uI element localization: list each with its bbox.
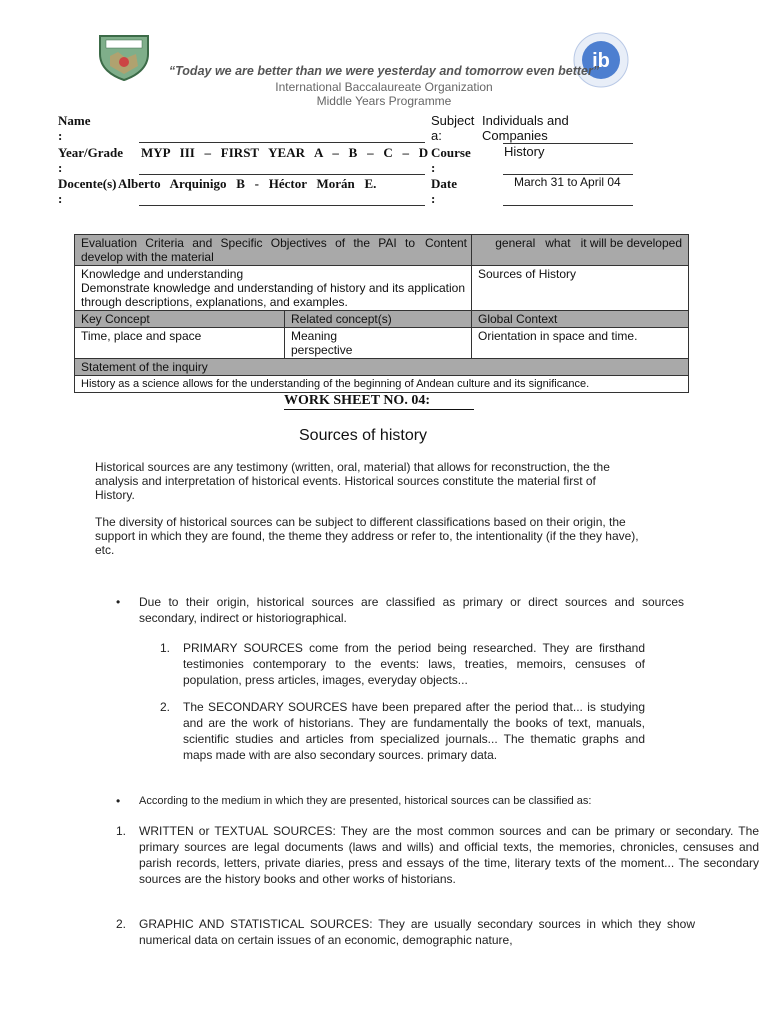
course-colon: : — [431, 160, 436, 175]
ib-logo-text: ib — [592, 50, 610, 72]
related-concept-header: Related concept(s) — [291, 312, 392, 326]
year-line — [139, 174, 425, 175]
bullet-2-text: According to the medium in which they are presented, historical sources can be classified as: — [139, 795, 592, 807]
inquiry-statement: History as a science allows for the understanding of the beginning of Andean culture and its significance. — [75, 376, 689, 393]
criteria-header — [75, 235, 472, 266]
date-value: March 31 to April 04 — [514, 175, 621, 189]
global-context: Orientation in space and time. — [472, 328, 689, 359]
paragraph-2: The diversity of historical sources can be subject to different classifications based on their origin, the support in which they are found, the theme they address or refer to, the intentionality (if the they have), etc. — [95, 515, 639, 557]
worksheet-subtitle: Sources of history — [299, 427, 428, 444]
subject-label2: a: — [431, 128, 442, 143]
name-line[interactable] — [139, 142, 425, 143]
graphic-number: 2. — [116, 917, 127, 931]
course-label: Course — [431, 145, 471, 160]
course-value: History — [504, 144, 545, 159]
concept-row — [75, 328, 472, 359]
content-header: general what it will be developed — [472, 235, 689, 266]
teacher-label: Docente(s) — [58, 176, 117, 191]
year-colon: : — [58, 160, 63, 175]
criteria-table — [74, 234, 689, 393]
content-cell: Sources of History — [472, 266, 689, 311]
criteria-header-content: Content — [424, 236, 467, 250]
bullet-1-text: Due to their origin, historical sources are classified as primary or direct sources and sources secondary, indirect or historiographical. — [139, 595, 684, 625]
teacher-colon: : — [58, 191, 63, 206]
global-context-header: Global Context — [472, 311, 689, 328]
graphic-sources: GRAPHIC AND STATISTICAL SOURCES: They are usually secondary sources in which they show numerical data on certain issues of an economic, demographic nature, — [139, 917, 695, 947]
bullet-2-marker: • — [116, 794, 121, 808]
criterion-title: Knowledge and understanding — [81, 267, 244, 281]
primary-number: 1. — [160, 641, 171, 655]
concept-header-row — [75, 311, 472, 328]
criteria-header-text: Evaluation Criteria and Specific Objectives of the PAI to develop with the material — [81, 236, 415, 264]
criterion-cell — [75, 266, 472, 311]
secondary-number: 2. — [160, 700, 171, 714]
year-label: Year/Grade — [58, 145, 123, 160]
date-colon: : — [431, 191, 436, 206]
name-colon: : — [58, 128, 63, 143]
worksheet-title: WORK SHEET NO. 04: — [284, 393, 474, 410]
programme-name: Middle Years Programme — [316, 94, 452, 108]
date-label: Date — [431, 176, 457, 191]
written-sources: WRITTEN or TEXTUAL SOURCES: They are the most common sources and can be primary or secondary. The primary sources are legal documents (laws and wills) and official texts, the memories, chronicles, censuses and parish records, letters, private diaries, press and essays of the time, literary texts of the moment... The secondary sources are the history books and other works of historians. — [139, 824, 759, 886]
related-concept-1: Meaning — [291, 329, 338, 343]
inquiry-header: Statement of the inquiry — [75, 359, 689, 376]
teacher-line — [139, 205, 425, 206]
related-concept-2: perspective — [291, 343, 353, 357]
key-concept-header: Key Concept — [75, 311, 285, 327]
date-line — [503, 205, 633, 206]
primary-sources: PRIMARY SOURCES come from the period being researched. They are firsthand testimonies contemporary to the events: laws, treaties, memoirs, censuses of population, press articles, images, everyday objects... — [183, 641, 645, 687]
bullet-1-marker: • — [116, 595, 121, 609]
school-motto: “Today we are better than we were yesterday and tomorrow even better” — [168, 64, 600, 78]
subject-label: Subject — [431, 113, 475, 128]
teacher-value: Alberto Arquinigo B - Héctor Morán E. — [118, 176, 377, 191]
criterion-text: Demonstrate knowledge and understanding of history and its application through descriptions, explanations, and examples. — [81, 281, 465, 309]
paragraph-1: Historical sources are any testimony (written, oral, material) that allows for reconstruction, the the analysis and interpretation of historical events. Historical sources constitute the material first of History. — [95, 460, 610, 502]
subject-value: Individuals and Companies — [482, 113, 569, 143]
secondary-sources: The SECONDARY SOURCES have been prepared after the period that... is studying and are the work of historians. They are fundamentally the books of text, manuals, scientific studies and articles from specialized journals... The thematic graphs and maps made with are also secondary sources. primary data. — [183, 700, 645, 762]
name-label: Name — [58, 113, 91, 128]
year-value: MYP III – FIRST YEAR A – B – C – D — [141, 145, 429, 160]
written-number: 1. — [116, 824, 127, 838]
key-concept: Time, place and space — [75, 328, 285, 358]
organization-name: International Baccalaureate Organization — [275, 80, 493, 94]
